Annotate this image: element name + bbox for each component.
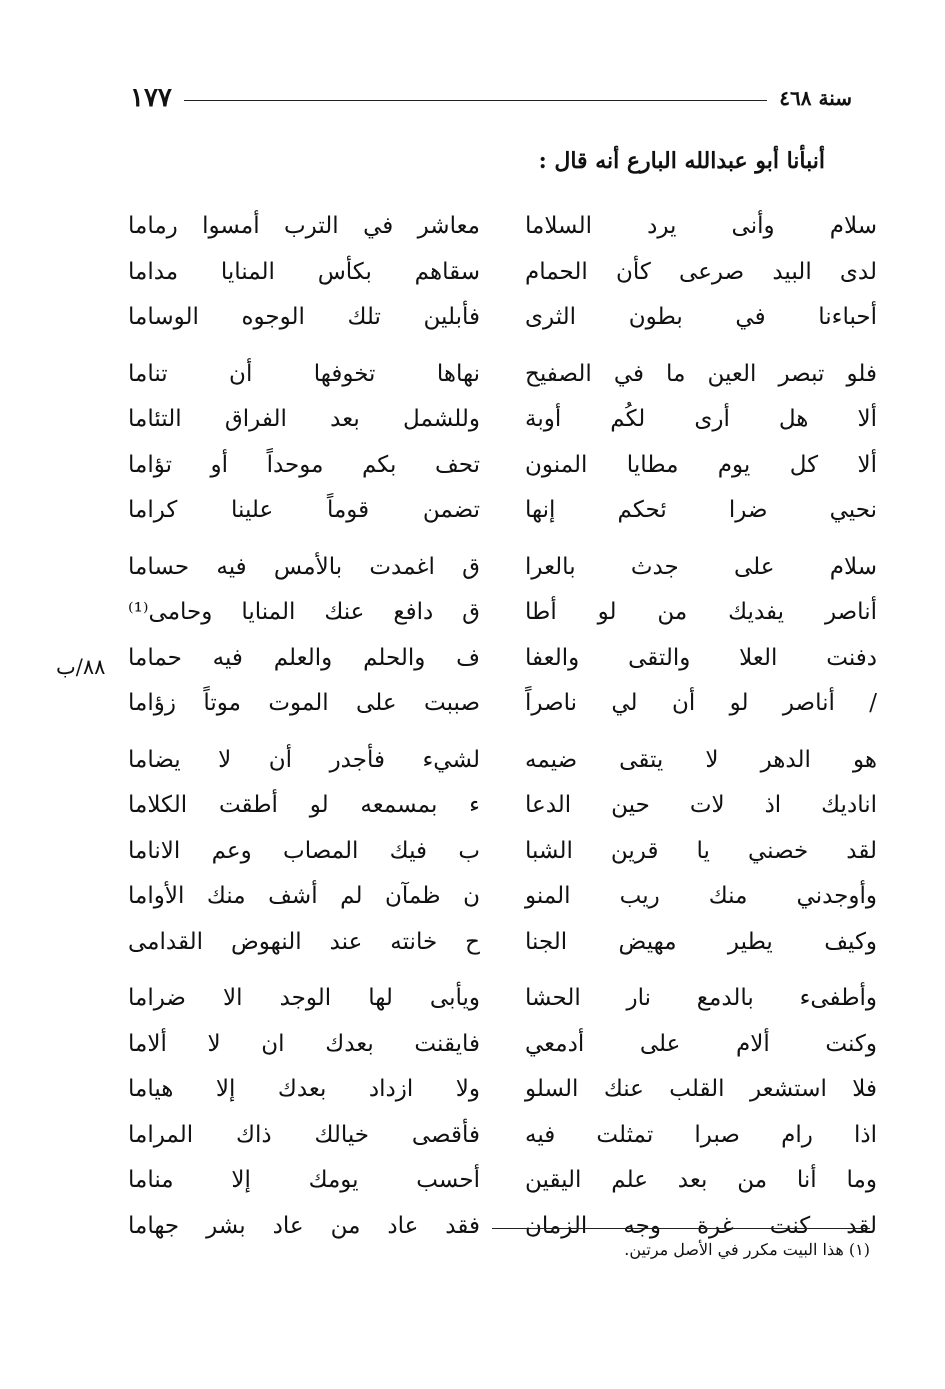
- verse-left: ويأبى لها الوجد الا ضراما: [128, 985, 480, 1011]
- verse-left: تحف بكم موحداً أو تؤاما: [128, 451, 480, 478]
- verse-right: فلا استشعر القلب عنك السلو: [525, 1076, 877, 1102]
- verse-right: ألا هل أرى لكُم أوبة: [525, 406, 877, 432]
- verse-left: أحسب يومك إلا مناما: [128, 1167, 480, 1193]
- footnote-rule: [492, 1228, 870, 1229]
- header-rule: [184, 100, 767, 101]
- verse-right: لدى البيد صرعى كأن الحمام: [525, 258, 877, 285]
- page-number: ١٧٧: [130, 83, 172, 113]
- verse-left: فقد عاد من عاد بشر جهاما: [128, 1212, 480, 1239]
- intro-line: أنبأنا أبو عبدالله البارع أنه قال :: [538, 148, 825, 174]
- stanza-gap: [128, 727, 480, 738]
- page-header: [130, 78, 852, 118]
- verse-right: هو الدهر لا يتقى ضيمه: [525, 746, 877, 773]
- verse-right: لقد خصني يا قرين الشبا: [525, 837, 877, 864]
- verse-left: وللشمل بعد الفراق التئاما: [128, 406, 480, 432]
- stanza-gap: [525, 965, 877, 976]
- verse-left: ب فيك المصاب وعم الاناما: [128, 837, 480, 864]
- verse-right: فلو تبصر العين ما في الصفيح: [525, 360, 877, 387]
- verse-right: اذا رام صبرا تمثلت فيه: [525, 1121, 877, 1148]
- verse-left: سقاهم بكأس المنايا مداما: [128, 258, 480, 285]
- verse-left: ن ظمآن لم أشف منك الأواما: [128, 883, 480, 909]
- verse-left: لشيء فأجدر أن لا يضاما: [128, 746, 480, 773]
- verse-right: ألا كل يوم مطايا المنون: [525, 451, 877, 478]
- stanza-gap: [128, 341, 480, 352]
- verse-right: سلام على جدث بالعرا: [525, 553, 877, 580]
- verse-right: اناديك اذ لات حين الدعا: [525, 792, 877, 818]
- footnote: (١) هذا البيت مكرر في الأصل مرتين.: [624, 1240, 870, 1259]
- poem-right-column: [525, 204, 877, 1249]
- verse-left: فايقنت بعدك ان لا ألاما: [128, 1030, 480, 1057]
- verse-right: نحيي ضرا ئحكم إنها: [525, 497, 877, 523]
- stanza-gap: [525, 534, 877, 545]
- verse-right: أناصر يفديك من لو أطا: [525, 599, 877, 625]
- verse-left: ولا ازداد بعدك إلا هياما: [128, 1076, 480, 1102]
- verse-right: وأطفىء بالدمع نار الحشا: [525, 985, 877, 1011]
- verse-left: ح خانته عند النهوض القدامى: [128, 928, 480, 955]
- verse-left: ق دافع عنك المنايا وحامى⁽¹⁾: [128, 599, 480, 625]
- verse-right: دفنت العلا والتقى والعفا: [525, 644, 877, 671]
- verse-right: وما أنا من بعد علم اليقين: [525, 1167, 877, 1193]
- verse-left: صببت على الموت موتاً زؤاما: [128, 690, 480, 716]
- verse-left: تضمن قوماً علينا كراما: [128, 497, 480, 523]
- verse-left: معاشر في الترب أمسوا رماما: [128, 213, 480, 239]
- stanza-gap: [525, 341, 877, 352]
- header-year: سنة ٤٦٨: [779, 86, 852, 110]
- stanza-gap: [128, 534, 480, 545]
- verse-left: ف والحلم والعلم فيه حماما: [128, 644, 480, 671]
- verse-right: / أناصر لو أن لي ناصراً: [525, 690, 877, 716]
- verse-right: لقد كنت غرة وجه الزمان: [525, 1212, 877, 1239]
- verse-left: نهاها تخوفها أن تناما: [128, 360, 480, 387]
- marginal-folio-note: ٨٨/ب: [56, 655, 106, 679]
- verse-right: وكنت ألام على أدمعي: [525, 1030, 877, 1057]
- verse-left: ء بمسمعه لو أطقت الكلاما: [128, 792, 480, 818]
- stanza-gap: [525, 727, 877, 738]
- verse-left: فأبلين تلك الوجوه الوساما: [128, 304, 480, 330]
- poem-left-column: [128, 204, 480, 1249]
- verse-right: سلام وأنى يرد السلاما: [525, 213, 877, 239]
- verse-left: ق اغمدت بالأمس فيه حساما: [128, 553, 480, 580]
- verse-right: وكيف يطير مهيض الجنا: [525, 928, 877, 955]
- verse-right: أحباءنا في بطون الثرى: [525, 304, 877, 330]
- verse-left: فأقصى خيالك ذاك المراما: [128, 1121, 480, 1148]
- stanza-gap: [128, 965, 480, 976]
- verse-right: وأوجدني منك ريب المنو: [525, 883, 877, 909]
